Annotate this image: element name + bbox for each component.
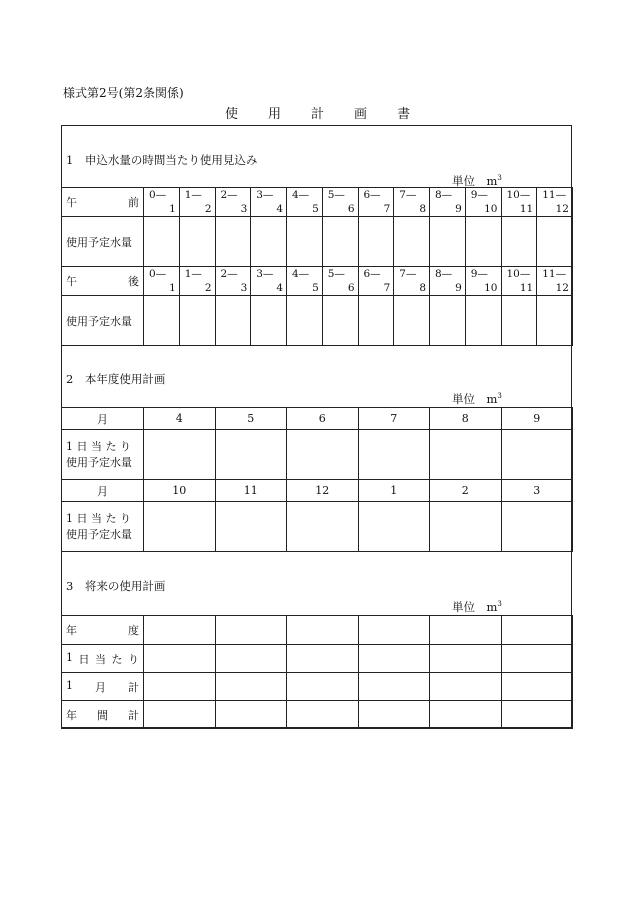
plan-input-cell[interactable] [430,701,502,729]
hour-to: 6 [347,203,355,215]
hour-range-cell [251,188,287,217]
plan-input-cell[interactable] [501,673,573,701]
usage-label: 使用予定水量 [62,296,144,346]
hour-range-cell [287,267,323,296]
months-row-2 [62,480,573,502]
plan-input-cell[interactable] [358,616,430,645]
hour-from: 4— [292,189,310,201]
label-char: 計 [128,708,139,722]
section-2-unit: 単位 $m^3$ [452,392,502,406]
usage-input-cell[interactable] [501,296,537,346]
hour-to: 9 [455,282,462,294]
hour-from: 7— [399,189,417,201]
label-char: 年 [66,624,77,637]
hour-from: 2— [220,268,238,280]
fiscal-year-row-label [62,616,144,645]
usage-input-cell[interactable] [287,296,323,346]
usage-input-cell[interactable] [144,296,180,346]
month-cell: 11 [215,480,287,502]
label-char: 月 [95,680,106,694]
daily-label-line1: 1 日 当 た り [66,511,131,525]
plan-input-cell[interactable] [287,701,359,729]
usage-input-cell[interactable] [430,217,466,267]
label-char: 後 [128,275,139,288]
hour-from: 8— [435,268,453,280]
hour-from: 11— [542,268,567,280]
usage-input-cell[interactable] [430,296,466,346]
label-char: り [128,652,139,666]
plan-input-cell[interactable] [358,673,430,701]
am-usage-row [62,217,573,267]
hour-range-cell [358,267,394,296]
hour-from: 0— [149,268,167,280]
daily-input-cell[interactable] [430,502,502,552]
section-1-heading: 1 申込水量の時間当たり使用見込み [66,153,258,167]
plan-input-cell[interactable] [358,701,430,729]
pm-hours-row [62,267,573,296]
hour-to: 7 [383,282,391,294]
hour-to: 11 [519,282,534,294]
monthly-total-row-label-text [62,679,143,695]
title-char: 画 [354,107,368,122]
section-1-unit: 単位 $m^3$ [452,174,502,188]
plan-input-cell[interactable] [287,645,359,673]
hour-from: 1— [184,189,202,201]
month-cell: 2 [430,480,502,502]
hour-to: 1 [169,282,176,294]
per-day-row-label-text [62,651,143,667]
hour-to: 8 [419,203,426,215]
plan-input-cell[interactable] [430,645,502,673]
plan-input-cell[interactable] [501,701,573,729]
plan-input-cell[interactable] [430,616,502,645]
hour-range-cell [322,267,358,296]
month-cell: 3 [501,480,573,502]
month-cell: 7 [358,408,430,430]
month-label: 月 [62,480,144,502]
plan-input-cell[interactable] [430,673,502,701]
hour-to: 5 [312,203,319,215]
hour-range-cell [179,188,215,217]
label-char: 度 [128,624,139,637]
daily-usage-label [62,502,144,552]
hour-from: 10— [506,189,531,201]
hour-range-cell [144,267,180,296]
month-cell: 8 [430,408,502,430]
hour-from: 11— [542,189,567,201]
hour-range-cell [537,188,573,217]
hour-range-cell [251,267,287,296]
hour-to: 3 [240,282,248,294]
hour-to: 5 [312,282,319,294]
plan-input-cell[interactable] [215,701,287,729]
hour-range-cell [179,267,215,296]
hour-range-cell [537,267,573,296]
daily-usage-label [62,430,144,480]
per-day-row [62,645,573,673]
hour-to: 4 [276,282,283,294]
pm-hours-row-label-text [62,273,143,289]
plan-input-cell[interactable] [144,673,216,701]
hour-range-cell [215,188,251,217]
plan-input-cell[interactable] [144,701,216,729]
section-3-heading: 3 将来の使用計画 [66,579,166,593]
month-cell: 12 [287,480,359,502]
hour-from: 9— [470,268,488,280]
hour-range-cell [394,267,430,296]
month-cell: 6 [287,408,359,430]
monthly-total-row [62,673,573,701]
plan-input-cell[interactable] [501,616,573,645]
hour-to: 9 [455,203,462,215]
daily-input-cell[interactable] [358,502,430,552]
label-char: 計 [128,680,139,694]
hour-to: 10 [484,282,498,294]
daily-input-cell[interactable] [501,430,573,480]
hour-range-cell [358,188,394,217]
label-char: 午 [66,196,77,209]
hour-to: 1 [169,203,176,215]
annual-total-row-label [62,701,144,729]
hour-from: 0— [149,189,167,201]
usage-input-cell[interactable] [287,217,323,267]
hour-from: 3— [256,268,274,280]
hour-range-cell [465,267,501,296]
month-cell: 5 [215,408,287,430]
section-3-unit: 単位 $m^3$ [452,600,502,614]
hour-from: 3— [256,189,274,201]
hour-from: 9— [470,189,488,201]
month-cell: 10 [144,480,216,502]
hour-range-cell [501,267,537,296]
months-row-1 [62,408,573,430]
daily-input-cell[interactable] [215,430,287,480]
usage-input-cell[interactable] [501,217,537,267]
title-char: 計 [311,107,325,122]
daily-row-1 [62,430,573,480]
label-char: 午 [66,275,77,288]
usage-input-cell[interactable] [179,296,215,346]
usage-input-cell[interactable] [394,296,430,346]
daily-label-line2: 使用予定水量 [66,527,132,541]
hourly-usage-table [61,187,573,346]
per-day-row-label [62,645,144,673]
plan-input-cell[interactable] [215,645,287,673]
am-hours-row [62,188,573,217]
hour-to: 3 [240,203,248,215]
usage-input-cell[interactable] [537,217,573,267]
plan-input-cell[interactable] [501,645,573,673]
plan-input-cell[interactable] [287,673,359,701]
label-char: 日 [78,652,90,666]
hour-to: 6 [347,282,355,294]
pm-hours-row-label [62,267,144,296]
hour-range-cell [394,188,430,217]
usage-input-cell[interactable] [322,217,358,267]
annual-total-row-label-text [62,707,143,723]
plan-input-cell[interactable] [358,645,430,673]
hour-range-cell [465,188,501,217]
hour-range-cell [322,188,358,217]
hour-from: 2— [220,189,238,201]
hour-to: 12 [555,282,569,294]
usage-input-cell[interactable] [251,217,287,267]
daily-input-cell[interactable] [287,502,359,552]
title-char: 書 [397,107,411,122]
hour-to: 12 [555,203,569,215]
hour-to: 8 [419,282,426,294]
usage-input-cell[interactable] [394,217,430,267]
month-label: 月 [62,408,144,430]
hour-from: 8— [435,189,453,201]
hour-from: 6— [363,189,381,201]
hour-to: 11 [519,203,534,215]
usage-label: 使用予定水量 [62,217,144,267]
form-number-label: 様式第2号(第2条関係) [63,86,184,100]
hour-from: 7— [399,268,417,280]
month-cell: 1 [358,480,430,502]
plan-input-cell[interactable] [287,616,359,645]
future-plan-table [61,615,573,729]
label-char: 年 [66,708,77,722]
title-char: 用 [268,107,282,122]
hour-to: 2 [204,282,212,294]
plan-input-cell[interactable] [144,616,216,645]
am-hours-row-label [62,188,144,217]
plan-input-cell[interactable] [215,616,287,645]
month-cell: 4 [144,408,216,430]
hour-to: 10 [484,203,498,215]
hour-from: 1— [184,268,202,280]
annual-plan-table [61,407,573,552]
daily-row-2 [62,502,573,552]
hour-from: 6— [363,268,381,280]
usage-input-cell[interactable] [215,296,251,346]
usage-input-cell[interactable] [144,217,180,267]
usage-input-cell[interactable] [465,217,501,267]
label-char: 1 [66,650,73,664]
label-char: 1 [66,678,73,692]
title-char: 使 [225,107,239,122]
usage-input-cell[interactable] [215,217,251,267]
fiscal-year-row-label-text [62,622,143,638]
hour-to: 7 [383,203,391,215]
label-char: 前 [128,196,139,209]
month-cell: 9 [501,408,573,430]
hour-range-cell [144,188,180,217]
section-2-heading: 2 本年度使用計画 [66,372,166,386]
fiscal-year-row [62,616,573,645]
hour-to: 2 [204,203,212,215]
hour-range-cell [430,267,466,296]
daily-label-line1: 1 日 当 た り [66,439,131,453]
hour-range-cell [501,188,537,217]
daily-label-line2: 使用予定水量 [66,455,132,469]
hour-from: 5— [327,268,345,280]
daily-input-cell[interactable] [144,502,216,552]
usage-input-cell[interactable] [179,217,215,267]
plan-input-cell[interactable] [215,673,287,701]
hour-range-cell [287,188,323,217]
am-hours-row-label-text [62,194,143,210]
hour-range-cell [430,188,466,217]
hour-from: 10— [506,268,531,280]
usage-input-cell[interactable] [537,296,573,346]
monthly-total-row-label [62,673,144,701]
daily-input-cell[interactable] [358,430,430,480]
hour-to: 4 [276,203,283,215]
usage-input-cell[interactable] [358,217,394,267]
daily-input-cell[interactable] [430,430,502,480]
label-char: 間 [97,708,108,722]
document-title [225,103,440,122]
plan-input-cell[interactable] [144,645,216,673]
usage-input-cell[interactable] [465,296,501,346]
daily-input-cell[interactable] [287,430,359,480]
annual-total-row [62,701,573,729]
label-char: た [111,652,123,666]
usage-input-cell[interactable] [358,296,394,346]
usage-input-cell[interactable] [322,296,358,346]
hour-range-cell [215,267,251,296]
pm-usage-row [62,296,573,346]
hour-from: 5— [327,189,345,201]
usage-input-cell[interactable] [251,296,287,346]
daily-input-cell[interactable] [144,430,216,480]
daily-input-cell[interactable] [501,502,573,552]
label-char: 当 [95,652,106,666]
daily-input-cell[interactable] [215,502,287,552]
hour-from: 4— [292,268,310,280]
